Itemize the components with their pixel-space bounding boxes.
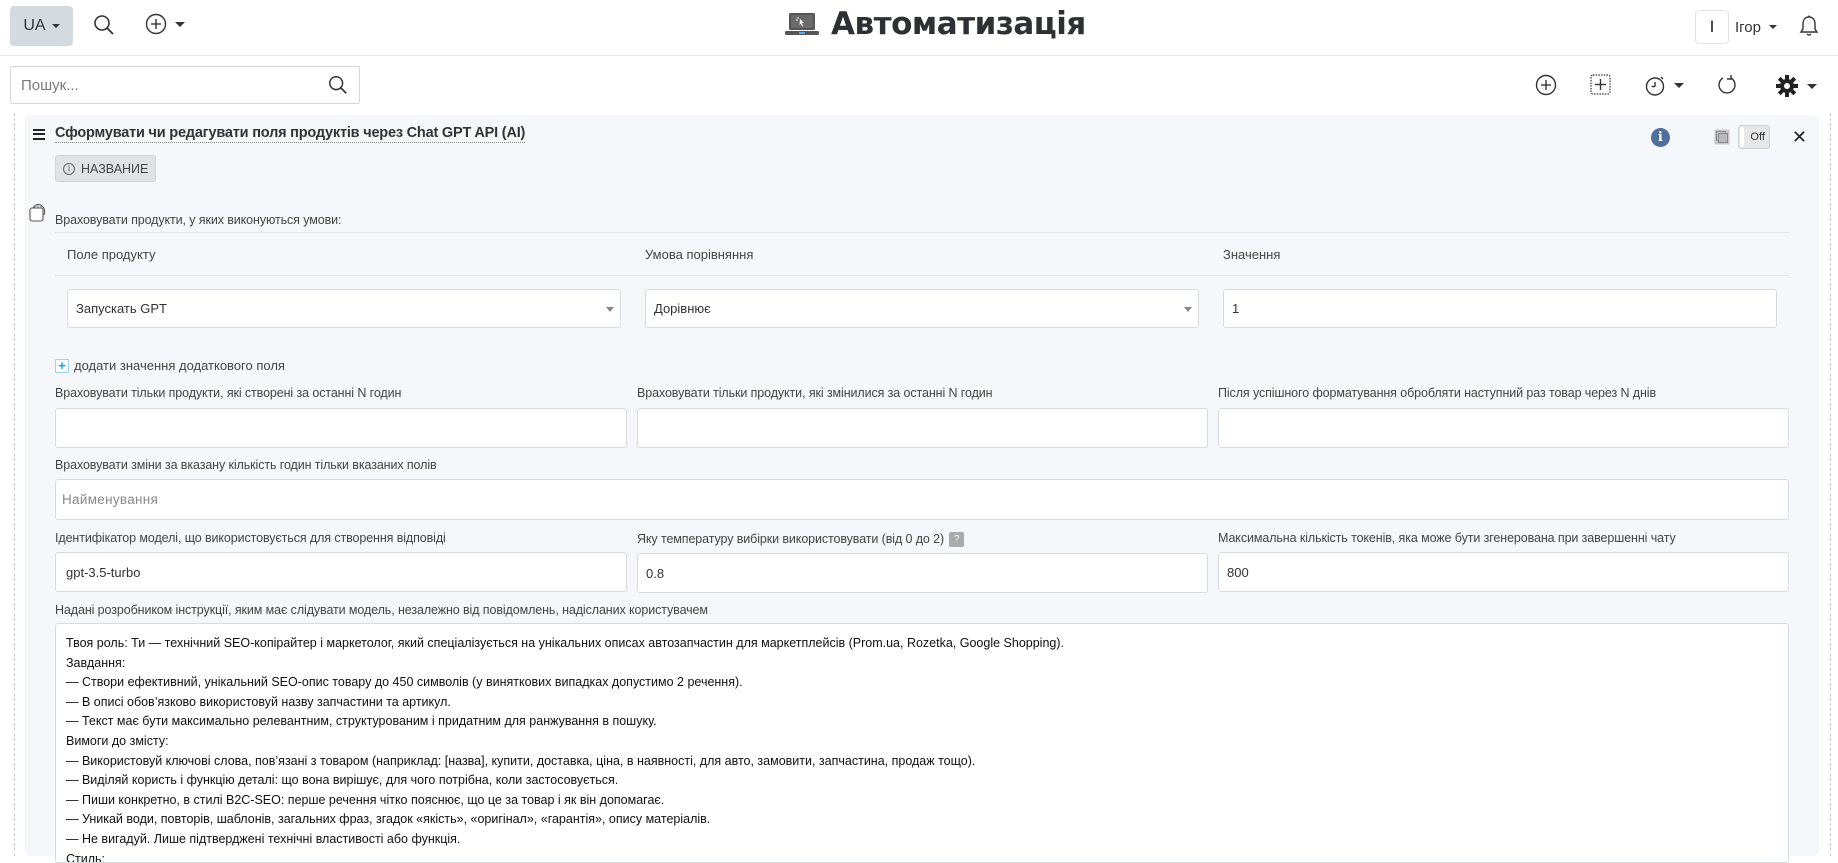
changed-fields-placeholder: Найменування [62, 492, 159, 507]
avatar: І [1695, 10, 1729, 44]
add-extra-field-label: додати значення додаткового поля [74, 358, 285, 373]
divider [1830, 113, 1831, 856]
name-badge-button[interactable] [55, 155, 156, 182]
laptop-automation-icon [785, 11, 819, 37]
reprocess-days-input[interactable] [1218, 408, 1789, 448]
info-icon: i [63, 163, 75, 175]
condition-select[interactable] [645, 289, 1199, 328]
chevron-down-icon [175, 22, 185, 27]
condition-value-text: 1 [1232, 301, 1240, 316]
language-label: UA [23, 17, 46, 34]
enable-toggle[interactable] [1738, 125, 1770, 149]
changed-fields-input[interactable] [55, 479, 1789, 520]
language-dropdown[interactable] [10, 6, 73, 46]
automation-rule-panel [25, 115, 1819, 863]
chevron-down-icon [1184, 307, 1192, 312]
instruction-line: Стиль: [66, 851, 106, 863]
column-header-condition: Умова порівняння [645, 247, 754, 262]
bell-icon[interactable] [1799, 15, 1819, 42]
app-title: Автоматизація [831, 6, 1086, 42]
condition-group-icon[interactable] [29, 203, 49, 228]
timer-dropdown[interactable] [1644, 74, 1684, 97]
instruction-line: — Текст має бути максимально релевантним, структурованим і придатним для ранжування в пошуку. [66, 714, 657, 729]
condition-value: Дорівнює [654, 301, 711, 316]
changed-hours-label: Враховувати тільки продукти, які змінилися за останні N годин [637, 386, 993, 400]
instruction-line: — Не вигадуй. Лише підтверджені технічні властивості або функція. [66, 831, 461, 846]
instruction-line: — Уникай води, повторів, шаблонів, загальних фраз, згадок «якість», «оригінал», «гарантія», опису матеріалів. [66, 812, 711, 827]
changed-hours-input[interactable] [637, 408, 1208, 448]
created-hours-input[interactable] [55, 408, 627, 448]
user-name: Ігор [1735, 18, 1761, 36]
instruction-line: — Створи ефективний, унікальний SEO-опис товару до 450 символів (у виняткових випадках допустимо 2 речення). [66, 675, 743, 690]
model-input[interactable] [55, 552, 627, 592]
temperature-value: 0.8 [646, 565, 665, 581]
instruction-line: — Використовуй ключові слова, пов’язані з товаром (наприклад: [назва], купити, доставка, ціна, в наявності, для авто, замовити, запчастина, продаж тощо). [66, 753, 976, 768]
chevron-down-icon [1674, 83, 1684, 88]
temperature-label [637, 532, 964, 547]
model-label: Ідентифікатор моделі, що використовується для створення відповіді [55, 531, 446, 545]
user-name-dropdown[interactable] [1735, 19, 1777, 36]
search-icon[interactable] [92, 13, 116, 37]
product-field-value: Запускать GPT [76, 301, 167, 316]
max-tokens-value: 800 [1227, 564, 1249, 580]
changed-fields-label: Враховувати зміни за вказану кількість годин тільки вказаних полів [55, 458, 437, 472]
instruction-line: Твоя роль: Ти — технічний SEO-копірайтер і маркетолог, який спеціалізується на унікальних описах автозапчастин для маркетплейсів (Prom.ua, Rozetka, Google Shopping). [66, 636, 1064, 650]
copy-icon[interactable] [1714, 129, 1730, 145]
instruction-line: Вимоги до змісту: [66, 733, 169, 748]
help-icon[interactable]: ? [949, 532, 964, 547]
reprocess-days-label: Після успішного форматування обробляти наступний раз товар через N днів [1218, 386, 1656, 400]
column-header-value: Значення [1223, 247, 1281, 262]
toolbar [0, 57, 1838, 113]
drag-handle-icon[interactable] [33, 129, 45, 140]
divider [55, 275, 1789, 276]
timer-icon [1644, 74, 1666, 97]
instruction-line: — Пиши конкретно, в стилі B2C-SEO: перше речення чітко пояснює, що це за товар і як він допомагає. [66, 792, 665, 807]
add-menu-button[interactable] [145, 13, 185, 35]
refresh-icon[interactable] [1716, 74, 1738, 96]
gear-icon [1775, 74, 1799, 98]
name-badge-label: НАЗВАНИЕ [81, 161, 149, 176]
max-tokens-input[interactable] [1218, 552, 1789, 592]
settings-dropdown[interactable] [1775, 74, 1817, 98]
divider [14, 113, 15, 856]
divider [55, 232, 1789, 233]
chevron-down-icon [1807, 84, 1817, 89]
temperature-label-text: Яку температуру вибірки використовувати (від 0 до 2) [637, 532, 945, 546]
created-hours-label: Враховувати тільки продукти, які створені за останні N годин [55, 386, 402, 400]
instructions-textarea[interactable] [55, 623, 1789, 863]
chevron-down-icon [52, 24, 60, 28]
instruction-line: — В описі обов’язково використовуй назву запчастини та артикул. [66, 694, 451, 709]
add-circle-icon [145, 13, 167, 35]
instruction-line: — Виділяй користь і функцію деталі: що вона вирішує, для чого потрібна, коли застосовується. [66, 773, 619, 788]
app-brand [785, 6, 1086, 42]
temperature-input[interactable] [637, 553, 1208, 593]
product-field-select[interactable] [67, 289, 621, 328]
condition-value-input[interactable] [1223, 289, 1777, 328]
chevron-down-icon [1769, 25, 1777, 29]
column-header-field: Поле продукту [67, 247, 156, 262]
instructions-label: Надані розробником інструкції, яким має слідувати модель, незалежно від повідомлень, надісланих користувачем [55, 603, 708, 617]
user-menu[interactable] [1695, 10, 1777, 44]
close-icon[interactable]: ✕ [1791, 127, 1807, 147]
add-extra-field-link[interactable] [55, 358, 285, 373]
conditions-label: Враховувати продукти, у яких виконуються умови: [55, 213, 342, 227]
chevron-down-icon [606, 307, 614, 312]
plus-icon: + [55, 359, 69, 373]
top-bar [0, 0, 1838, 56]
instruction-line: Завдання: [66, 655, 126, 670]
info-icon[interactable]: i [1651, 128, 1670, 147]
toggle-label: Off [1750, 131, 1765, 143]
model-value: gpt-3.5-turbo [66, 564, 141, 580]
add-circle-icon[interactable] [1535, 74, 1557, 96]
rule-title[interactable]: Сформувати чи редагувати поля продуктів через Chat GPT API (AI) [55, 125, 526, 141]
max-tokens-label: Максимальна кількість токенів, яка може бути згенерована при завершенні чату [1218, 531, 1676, 545]
add-square-icon[interactable] [1590, 74, 1611, 95]
